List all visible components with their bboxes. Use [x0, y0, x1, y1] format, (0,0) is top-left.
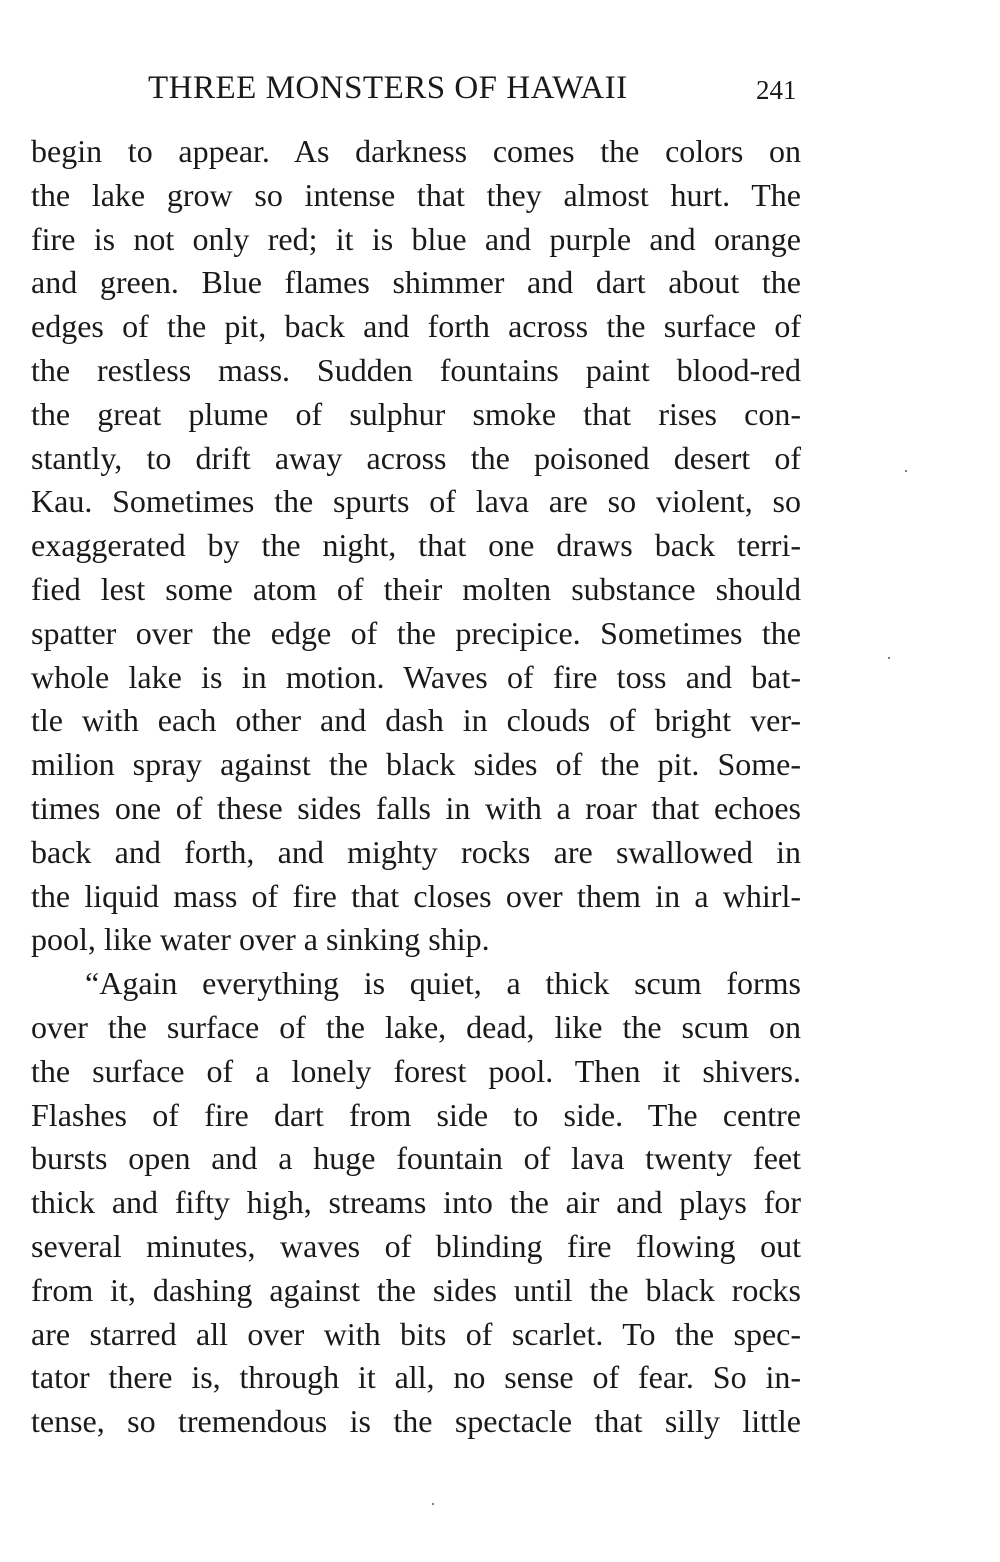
text-line: the lake grow so intense that they almost hurt. The	[31, 176, 801, 213]
text-line: and green. Blue flames shimmer and dart about the	[31, 264, 801, 301]
text-line: thick and fifty high, streams into the air and plays for	[31, 1184, 801, 1221]
text-line: begin to appear. As darkness comes the colors on	[31, 133, 801, 169]
text-line: the surface of a lonely forest pool. Then it shivers.	[31, 1052, 801, 1089]
text-line: “Again everything is quiet, a thick scum forms	[85, 965, 801, 1002]
text-line: exaggerated by the night, that one draws back terri-	[31, 527, 801, 564]
text-line: tense, so tremendous is the spectacle that silly little	[31, 1403, 801, 1440]
text-line: back and forth, and mighty rocks are swallowed in	[31, 833, 801, 870]
text-line: the great plume of sulphur smoke that rises con-	[31, 395, 801, 432]
text-line: fire is not only red; it is blue and purple and orange	[31, 220, 801, 257]
text-line: times one of these sides falls in with a roar that echoes	[31, 789, 801, 826]
text-line: spatter over the edge of the precipice. Sometimes the	[31, 614, 801, 651]
text-line: several minutes, waves of blinding fire flowing out	[31, 1227, 801, 1264]
scan-speck	[888, 657, 890, 659]
text-line: Kau. Sometimes the spurts of lava are so violent, so	[31, 483, 801, 520]
text-line: whole lake is in motion. Waves of fire toss and bat-	[31, 658, 801, 695]
text-line: over the surface of the lake, dead, like the scum on	[31, 1008, 801, 1045]
text-line: the liquid mass of fire that closes over them in a whirl-	[31, 877, 801, 914]
text-line: stantly, to drift away across the poisoned desert of	[31, 439, 801, 476]
paragraph-1	[31, 130, 801, 962]
scan-speck	[432, 1503, 434, 1505]
text-line: Flashes of fire dart from side to side. The centre	[31, 1096, 801, 1133]
text-line: milion spray against the black sides of the pit. Some-	[31, 746, 801, 783]
text-line: tator there is, through it all, no sense of fear. So in-	[31, 1359, 801, 1396]
text-line: edges of the pit, back and forth across the surface of	[31, 308, 801, 345]
text-line: tle with each other and dash in clouds of bright ver-	[31, 702, 801, 739]
text-line: are starred all over with bits of scarlet. To the spec-	[31, 1315, 801, 1352]
paragraph-2	[31, 962, 801, 1444]
text-line: the restless mass. Sudden fountains paint blood-red	[31, 351, 801, 388]
body-text	[31, 130, 801, 1444]
text-line: pool, like water over a sinking ship.	[31, 921, 490, 958]
running-head-title: THREE MONSTERS OF HAWAII	[148, 70, 628, 106]
text-line: bursts open and a huge fountain of lava twenty feet	[31, 1140, 801, 1177]
text-line: from it, dashing against the sides until the black rocks	[31, 1271, 801, 1308]
scan-speck	[905, 470, 907, 472]
page-number: 241	[756, 75, 797, 105]
text-line: fied lest some atom of their molten substance should	[31, 570, 801, 607]
